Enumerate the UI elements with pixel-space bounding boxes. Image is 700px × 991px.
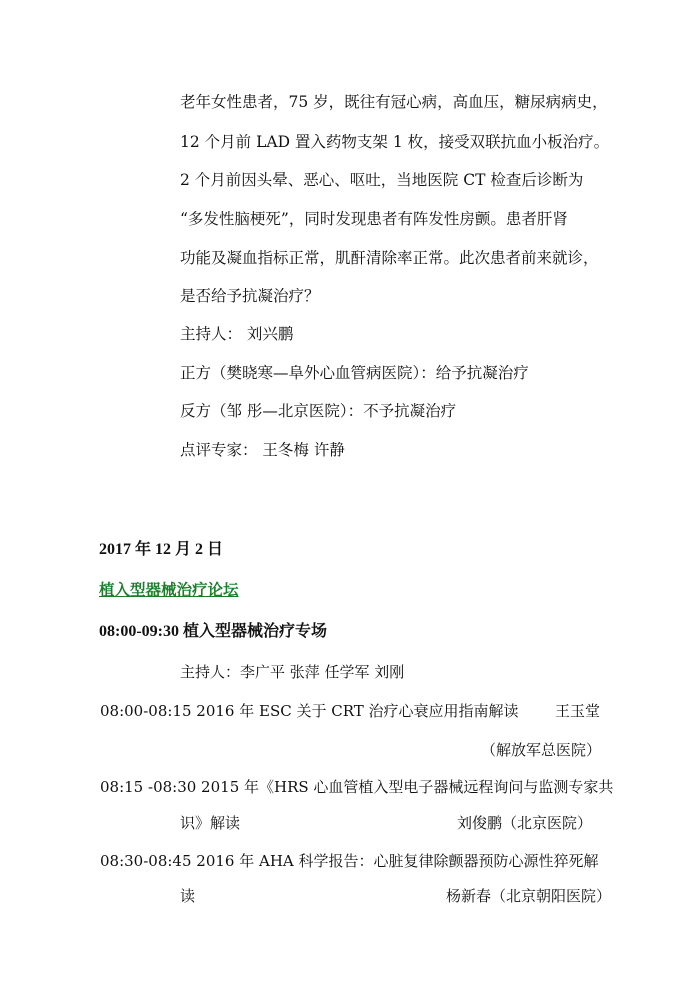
case-line-4: “多发性脑梗死”，同时发现患者有阵发性房颤。患者肝肾 — [180, 210, 568, 228]
session-3-affiliation: 杨新春（北京朝阳医院） — [446, 887, 612, 905]
case-line-1: 老年女性患者，75 岁，既往有冠心病，高血压，糖尿病病史， — [180, 93, 608, 111]
session-3-title: 08:30-08:45 2016 年 AHA 科学报告：心脏复律除颤器预防心源性猝死解 — [100, 852, 599, 870]
session-1-speaker: 王玉堂 — [555, 702, 601, 720]
session-1-affiliation: （解放军总医院） — [481, 741, 602, 759]
con-side-line: 反方（邹 彤—北京医院）：不予抗凝治疗 — [180, 402, 457, 420]
case-line-5: 功能及凝血指标正常，肌酐清除率正常。此次患者前来就诊， — [180, 249, 599, 267]
case-line-6: 是否给予抗凝治疗？ — [180, 287, 320, 305]
section-hosts: 主持人：李广平 张萍 任学军 刘刚 — [180, 663, 405, 681]
case-line-2: 12 个月前 LAD 置入药物支架 1 枚，接受双联抗血小板治疗。 — [180, 133, 610, 151]
date-heading: 2017 年 12 月 2 日 — [99, 541, 224, 558]
session-2-affiliation: 刘俊鹏（北京医院） — [457, 814, 593, 832]
pro-side-line: 正方（樊晓寒—阜外心血管病医院）：给予抗凝治疗 — [180, 364, 529, 382]
session-2-title: 08:15 -08:30 2015 年《HRS 心血管植入型电子器械远程询问与监测专家共 — [100, 778, 614, 796]
host-line: 主持人： 刘兴鹏 — [180, 325, 294, 343]
session-2-title-cont: 识》解读 — [180, 814, 241, 832]
reviewers-line: 点评专家： 王冬梅 许静 — [180, 441, 345, 459]
session-time-title: 08:00-09:30 植入型器械治疗专场 — [99, 623, 327, 640]
session-3-title-cont: 读 — [180, 887, 196, 905]
case-line-3: 2 个月前因头晕、恶心、呕吐，当地医院 CT 检查后诊断为 — [180, 171, 584, 189]
session-1-title: 08:00-08:15 2016 年 ESC 关于 CRT 治疗心衰应用指南解读 — [100, 702, 519, 720]
forum-title-link[interactable]: 植入型器械治疗论坛 — [99, 580, 239, 599]
